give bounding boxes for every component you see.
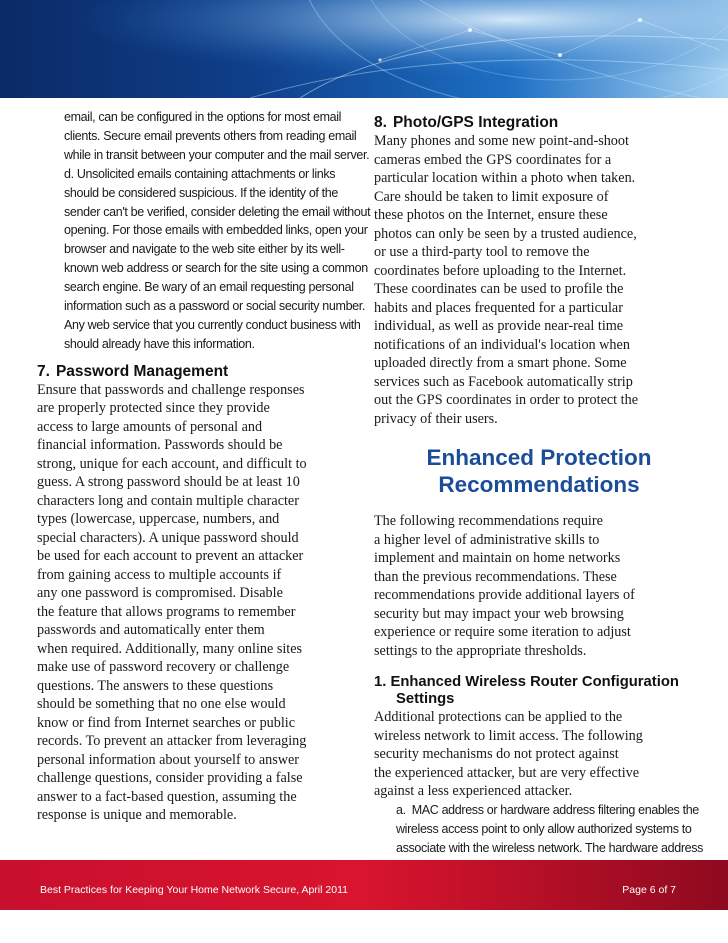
text-line: should already have this information. [64,336,255,351]
text-line: should be considered suspicious. If the identity of the [64,185,338,200]
text-line: privacy of their users. [374,410,498,427]
text-line: make use of password recovery or challenge [37,659,290,676]
text-line: special characters). A unique password should [37,529,299,546]
text-line: browser and navigate to the web site either by its well- [64,242,345,257]
text-line: cameras embed the GPS coordinates for a [374,151,612,168]
text-line: strong, unique for each account, and difficult to [37,455,307,472]
text-line: be used for each account to prevent an attacker [37,548,304,565]
text-line: The following recommendations require [374,513,603,529]
text-line: the feature that allows programs to remember [37,603,296,620]
title-line: Enhanced Protection [426,445,652,470]
section-8-body [374,132,694,428]
section-number: 8. [374,114,387,131]
text-line: a higher level of administrative skills to [374,531,600,548]
text-line: These coordinates can be used to profile the [374,281,624,297]
text-line: from gaining access to multiple accounts if [37,566,282,583]
page-number: Page 6 of 7 [622,884,676,896]
text-line: characters long and contain multiple character [37,492,299,509]
text-line: know or find from Internet searches or public [37,714,296,731]
text-line: Any web service that you currently conduct business with [64,317,361,332]
text-line: opening. For those emails with embedded links, open your [64,223,368,238]
text-line: wireless access point to only allow authorized systems to [396,821,692,836]
text-line: clients. Secure email prevents others from reading email [64,128,357,143]
text-line: Care should be taken to limit exposure of [374,188,609,205]
text-line: records. To prevent an attacker from leveraging [37,733,307,750]
bottom-margin [0,910,728,943]
text-line: than the previous recommendations. These [374,568,617,585]
text-line: financial information. Passwords should be [37,437,283,454]
text-line: particular location within a photo when taken. [374,170,636,186]
section-8-heading [374,114,694,132]
text-line: notifications of an individual's location when [374,336,630,353]
section-title: Photo/GPS Integration [392,114,559,131]
enhanced-intro-body [374,512,694,660]
subsection-1-body [374,708,694,801]
text-line: while in transit between your computer and the mail server. [64,147,370,162]
text-line: Many phones and some new point-and-shoot [374,133,629,149]
text-line: these photos on the Internet, ensure these [374,207,608,223]
text-line: coordinates before uploading to the Internet. [374,262,627,279]
footer-bar [0,860,728,910]
enhanced-protection-title [384,444,694,498]
text-line: search engine. Be wary of an email requesting personal [64,280,354,295]
continued-email-text [64,108,371,354]
text-line: services such as Facebook automatically strip [374,373,633,390]
right-column [374,108,704,858]
text-line: challenge questions, consider providing a false [37,770,303,787]
text-line: the experienced attacker, but are very effective [374,764,640,781]
text-line: questions. The answers to these questions [37,677,274,694]
text-line: settings to the appropriate thresholds. [374,642,587,659]
header-banner [0,0,728,98]
text-line: sender can't be verified, consider deleting the email without [64,204,371,219]
text-line: personal information about yourself to answer [37,751,300,768]
title-line: Recommendations [438,472,640,497]
text-line: Additional protections can be applied to the [374,709,623,725]
text-line: known web address or search for the site using a common [64,261,368,276]
subsection-title-line: 1. Enhanced Wireless Router Configuration [374,674,679,690]
list-marker: a. [396,802,406,817]
text-line: implement and maintain on home networks [374,550,621,566]
text-line: are properly protected since they provide [37,400,270,417]
section-number: 7. [37,362,50,380]
list-item-a [396,801,704,858]
text-line: recommendations provide additional layers of [374,587,635,603]
section-7-heading [37,363,357,381]
text-line: any one password is compromised. Disable [37,585,283,602]
text-line: d. Unsolicited emails containing attachments or links [64,166,336,181]
text-line: when required. Additionally, many online sites [37,640,303,657]
text-line: Ensure that passwords and challenge responses [37,381,305,398]
text-line: should be something that no one else would [37,696,286,713]
text-line: out the GPS coordinates in order to protect the [374,392,638,408]
left-column [37,108,371,825]
text-line: uploaded directly from a smart phone. Some [374,355,627,371]
text-line: guess. A strong password should be at least 10 [37,474,300,491]
text-line: habits and places frequented for a particular [374,299,623,316]
text-line: information such as a password or social security number. [64,299,366,314]
text-line: experience or require some iteration to adjust [374,624,631,640]
text-line: individual, as well as provide near-real time [374,318,624,334]
text-line: response is unique and memorable. [37,807,237,824]
text-line: against a less experienced attacker. [374,783,573,799]
text-line: MAC address or hardware address filtering enables the [411,802,699,817]
subsection-title-line: Settings [396,691,455,707]
text-line: or use a third-party tool to remove the [374,244,590,260]
text-line: security mechanisms do not protect against [374,746,619,762]
section-7-body [37,381,357,825]
text-line: photos can only be seen by a trusted audience, [374,225,637,242]
text-line: security but may impact your web browsing [374,605,624,622]
text-line: associate with the wireless network. The hardware address [396,840,704,855]
text-line: answer to a fact-based question, assuming the [37,788,297,805]
text-line: wireless network to limit access. The following [374,727,643,744]
footer-document-title: Best Practices for Keeping Your Home Network Secure, April 2011 [40,884,348,896]
text-line: access to large amounts of personal and [37,418,263,435]
subsection-1-heading [374,674,694,708]
globe-network-graphic [0,0,728,98]
text-line: types (lowercase, uppercase, numbers, and [37,511,280,528]
section-title: Password Management [55,362,229,380]
text-line: email, can be configured in the options for most email [64,110,342,124]
text-line: passwords and automatically enter them [37,622,265,639]
